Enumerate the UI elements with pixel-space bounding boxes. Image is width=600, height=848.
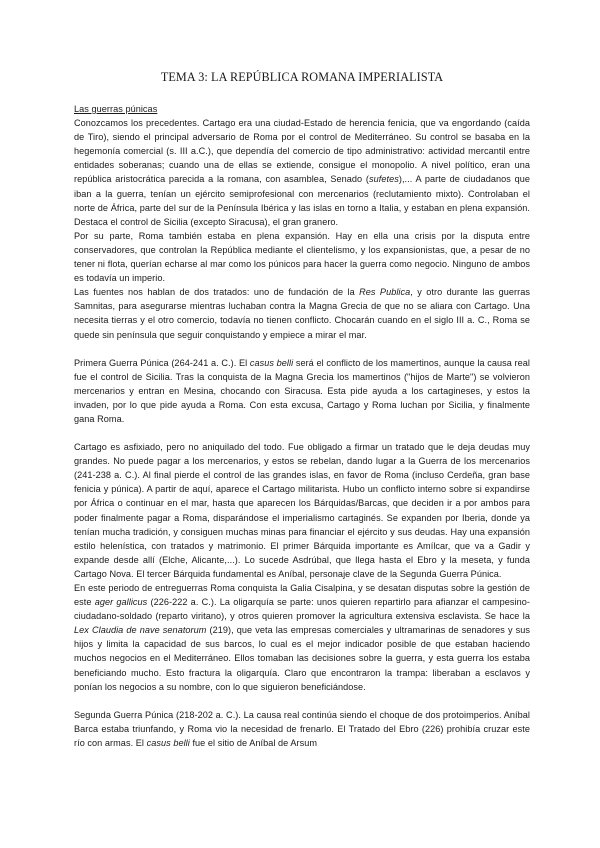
paragraph-cartago: Conozcamos los precedentes. Cartago era una ciudad-Estado de herencia fenicia, que va engordando (caída de Tiro), siendo el principal adversario de Roma por el control de Mediterráneo. Su control se basaba en la hegemonía comercial (s. III a.C.), que dependía del comercio de tipo administrativo: actividad mercantil entre entidades soberanas; cuando una de ellas se extiende, consigue el monopolio. A nivel político, eran una república aristocrática parecida a la romana, con asamblea, Senado (sufetes),... A parte de ciudadanos que iban a la guerra, tenían un ejército semiprofesional con mercenarios (reclutamiento mixto). Controlaban el norte de África, parte del sur de la Península Ibérica y las islas en torno a Italia, y estaban en plena expansión. Destaca el control de Sicilia (excepto Siracusa), el gran granero. xyxy=(74,118,530,227)
paragraph-segunda-guerra: Segunda Guerra Púnica (218-202 a. C.). La causa real continúa siendo el choque de dos protoimperios. Aníbal Barca estaba triunfando, y Roma vio la necesidad de frenarlo. El Tratado del Ebro (226) prohibía cruzar este río con armas. El casus belli fue el sitio de Aníbal de Arsum xyxy=(74,709,530,748)
paragraph-roma: Por su parte, Roma también estaba en plena expansión. Hay en ella una crisis por la disputa entre conservadores, que controlan la República mediante el clientelismo, y los expansionistas, que, a pesar de no tener ni flota, querían echarse al mar como los púnicos para hacer la guerra como negocio. Ninguno de ambos es todavía un imperio. xyxy=(74,230,530,284)
paragraph-tratados: Las fuentes nos hablan de dos tratados: uno de fundación de la Res Publica, y otro durante las guerras Samnitas, para asegurarse mientras luchaban contra la Magna Grecia de que no se aliara con Cartago. Una necesita tierras y el otro comercio, todavía no tienen conflicto. Chocarán cuando en el siglo III a. C., Roma se quede sin península que seguir conquistando y empiece a mirar el mar. xyxy=(74,287,531,340)
paragraph-gap xyxy=(74,342,530,356)
paragraph-gap xyxy=(74,426,530,440)
paragraph-primera-guerra: Primera Guerra Púnica (264-241 a. C.). El casus belli será el conflicto de los mamertinos, aunque la causa real fue el control de Sicilia. Tras la conquista de la Magna Grecia los mamertinos ("hijos de Marte") se volvieron mercenarios y entran en Mesina, chocando con Siracusa. Esta pide ayuda a los cartagineses, y estos la invaden, por lo que pide ayuda a Roma. Con esta excusa, Cartago y Roma luchan por Sicilia, y finalmente gana Roma. xyxy=(74,357,531,424)
paragraph-gap xyxy=(74,694,530,708)
section-heading: Las guerras púnicas xyxy=(74,104,158,114)
document-title: TEMA 3: LA REPÚBLICA ROMANA IMPERIALISTA xyxy=(160,70,444,84)
paragraph-entreguerras: En este periodo de entreguerras Roma conquista la Galia Cisalpina, y se desatan disputas sobre la gestión de este ager gallicus (226-222 a. C.). La oligarquía se parte: unos quieren repartirlo para afianzar el campesino-ciudadano-soldado (reparto viritano), y otros quieren promover la agricultura extensiva esclavista. Se hace la Lex Claudia de nave senatorum (219), que veta las empresas comerciales y ultramarinas de senadores y sus hijos y limita la capacidad de sus barcos, lo cual es el mejor indicador posible de que estaban haciendo muchos negocios en el Mediterráneo. Ellos tomaban las decisiones sobre la guerra, y esta guerra los estaba beneficiando mucho. Esto fractura la oligarquía. Claro que encontraron la trampa: liberaban a esclavos y ponían los negocios a su nombre, con lo que siguieron beneficiándose. xyxy=(74,583,531,692)
paragraph-cartago-asfixiado: Cartago es asfixiado, pero no aniquilado del todo. Fue obligado a firmar un tratado que le deja deudas muy grandes. No puede pagar a los mercenarios, y estos se rebelan, dando lugar a la Guerra de los mercenarios (241-238 a. C.). Al final pierde el control de las grandes islas, en favor de Roma (incluso Cerdeña, gran base fenicia y púnica). A partir de aquí, aparece el Cartago militarista. Hubo un conflicto interno sobre si expandirse por África o continuar en el mar, hasta que aparecen los Bárquidas/Barcas, que deciden ir a por ambos para poder finalmente pagar a Roma, disparándose el imperialismo cartaginés. Se expanden por Iberia, donde ya tenían mucha tradición, y consiguen muchas minas para financiar el ejército y sus deudas. Hay una expansión estilo helenística, con tratados y matrimonio. El primer Bárquida importante es Amílcar, que va a Gadir y expande desde allí (Elche, Alicante,...). Lo sucede Asdrúbal, que llega hasta el Ebro y la meseta, y funda Cartago Nova. El tercer Bárquida fundamental es Aníbal, personaje clave de la Segunda Guerra Púnica. xyxy=(74,442,530,579)
